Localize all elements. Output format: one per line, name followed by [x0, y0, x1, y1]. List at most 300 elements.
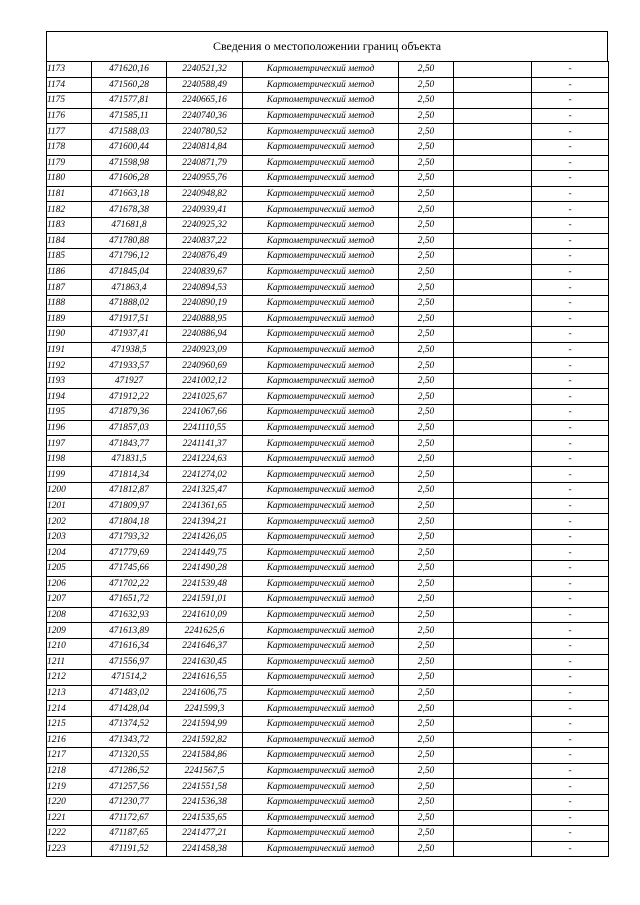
table-row [47, 592, 609, 608]
description-cell [454, 264, 532, 280]
point-number-cell: 1185 [47, 249, 92, 265]
accuracy-cell: 2,50 [399, 810, 454, 826]
dash-cell: - [532, 77, 609, 93]
y-coordinate-cell: 2241110,55 [167, 420, 243, 436]
y-coordinate-cell: 2241394,21 [167, 514, 243, 530]
x-coordinate-cell: 471620,16 [92, 62, 167, 78]
description-cell [454, 467, 532, 483]
accuracy-cell: 2,50 [399, 779, 454, 795]
description-cell [454, 670, 532, 686]
y-coordinate-cell: 2241591,01 [167, 592, 243, 608]
table-row [47, 810, 609, 826]
method-cell: Картометрический метод [243, 810, 399, 826]
description-cell [454, 607, 532, 623]
method-cell: Картометрический метод [243, 701, 399, 717]
table-row [47, 529, 609, 545]
method-cell: Картометрический метод [243, 654, 399, 670]
point-number-cell: 1202 [47, 514, 92, 530]
method-cell: Картометрический метод [243, 763, 399, 779]
x-coordinate-cell: 471585,11 [92, 108, 167, 124]
dash-cell: - [532, 186, 609, 202]
table-row [47, 701, 609, 717]
dash-cell: - [532, 342, 609, 358]
x-coordinate-cell: 471560,28 [92, 77, 167, 93]
accuracy-cell: 2,50 [399, 545, 454, 561]
y-coordinate-cell: 2240588,49 [167, 77, 243, 93]
y-coordinate-cell: 2240888,95 [167, 311, 243, 327]
description-cell [454, 451, 532, 467]
dash-cell: - [532, 685, 609, 701]
y-coordinate-cell: 2241224,63 [167, 451, 243, 467]
point-number-cell: 1210 [47, 638, 92, 654]
y-coordinate-cell: 2241606,75 [167, 685, 243, 701]
description-cell [454, 233, 532, 249]
x-coordinate-cell: 471483,02 [92, 685, 167, 701]
point-number-cell: 1181 [47, 186, 92, 202]
description-cell [454, 779, 532, 795]
y-coordinate-cell: 2240839,67 [167, 264, 243, 280]
accuracy-cell: 2,50 [399, 436, 454, 452]
x-coordinate-cell: 471917,51 [92, 311, 167, 327]
accuracy-cell: 2,50 [399, 623, 454, 639]
x-coordinate-cell: 471613,89 [92, 623, 167, 639]
description-cell [454, 93, 532, 109]
description-cell [454, 498, 532, 514]
table-row [47, 139, 609, 155]
dash-cell: - [532, 93, 609, 109]
method-cell: Картометрический метод [243, 685, 399, 701]
y-coordinate-cell: 2241567,5 [167, 763, 243, 779]
accuracy-cell: 2,50 [399, 716, 454, 732]
point-number-cell: 1204 [47, 545, 92, 561]
y-coordinate-cell: 2241361,65 [167, 498, 243, 514]
x-coordinate-cell: 471812,87 [92, 483, 167, 499]
method-cell: Картометрический метод [243, 186, 399, 202]
dash-cell: - [532, 124, 609, 140]
method-cell: Картометрический метод [243, 62, 399, 78]
description-cell [454, 654, 532, 670]
y-coordinate-cell: 2240740,36 [167, 108, 243, 124]
accuracy-cell: 2,50 [399, 295, 454, 311]
x-coordinate-cell: 471286,52 [92, 763, 167, 779]
description-cell [454, 358, 532, 374]
description-cell [454, 685, 532, 701]
description-cell [454, 420, 532, 436]
table-row [47, 467, 609, 483]
table-row [47, 186, 609, 202]
method-cell: Картометрический метод [243, 561, 399, 577]
y-coordinate-cell: 2240780,52 [167, 124, 243, 140]
description-cell [454, 561, 532, 577]
y-coordinate-cell: 2241616,55 [167, 670, 243, 686]
table-row [47, 108, 609, 124]
y-coordinate-cell: 2241477,21 [167, 826, 243, 842]
x-coordinate-cell: 471845,04 [92, 264, 167, 280]
accuracy-cell: 2,50 [399, 249, 454, 265]
method-cell: Картометрический метод [243, 77, 399, 93]
accuracy-cell: 2,50 [399, 77, 454, 93]
point-number-cell: 1200 [47, 483, 92, 499]
dash-cell: - [532, 701, 609, 717]
accuracy-cell: 2,50 [399, 763, 454, 779]
y-coordinate-cell: 2240871,79 [167, 155, 243, 171]
method-cell: Картометрический метод [243, 280, 399, 296]
point-number-cell: 1188 [47, 295, 92, 311]
point-number-cell: 1215 [47, 716, 92, 732]
x-coordinate-cell: 471606,28 [92, 171, 167, 187]
table-row [47, 638, 609, 654]
method-cell: Картометрический метод [243, 841, 399, 857]
description-cell [454, 592, 532, 608]
method-cell: Картометрический метод [243, 607, 399, 623]
accuracy-cell: 2,50 [399, 389, 454, 405]
method-cell: Картометрический метод [243, 249, 399, 265]
method-cell: Картометрический метод [243, 311, 399, 327]
y-coordinate-cell: 2240837,22 [167, 233, 243, 249]
description-cell [454, 794, 532, 810]
table-row [47, 358, 609, 374]
dash-cell: - [532, 436, 609, 452]
dash-cell: - [532, 295, 609, 311]
description-cell [454, 701, 532, 717]
dash-cell: - [532, 62, 609, 78]
table-row [47, 280, 609, 296]
table-row [47, 436, 609, 452]
x-coordinate-cell: 471632,93 [92, 607, 167, 623]
y-coordinate-cell: 2241067,66 [167, 405, 243, 421]
method-cell: Картометрический метод [243, 794, 399, 810]
table-row [47, 124, 609, 140]
dash-cell: - [532, 592, 609, 608]
point-number-cell: 1190 [47, 327, 92, 343]
dash-cell: - [532, 233, 609, 249]
method-cell: Картометрический метод [243, 451, 399, 467]
y-coordinate-cell: 2241594,99 [167, 716, 243, 732]
point-number-cell: 1179 [47, 155, 92, 171]
method-cell: Картометрический метод [243, 155, 399, 171]
description-cell [454, 389, 532, 405]
y-coordinate-cell: 2241599,3 [167, 701, 243, 717]
method-cell: Картометрический метод [243, 529, 399, 545]
point-number-cell: 1186 [47, 264, 92, 280]
method-cell: Картометрический метод [243, 358, 399, 374]
description-cell [454, 311, 532, 327]
section-title: Сведения о местоположении границ объекта [46, 31, 608, 61]
table-row [47, 373, 609, 389]
point-number-cell: 1211 [47, 654, 92, 670]
accuracy-cell: 2,50 [399, 483, 454, 499]
accuracy-cell: 2,50 [399, 451, 454, 467]
dash-cell: - [532, 358, 609, 374]
table-row [47, 342, 609, 358]
x-coordinate-cell: 471933,57 [92, 358, 167, 374]
description-cell [454, 202, 532, 218]
y-coordinate-cell: 2241449,75 [167, 545, 243, 561]
x-coordinate-cell: 471927 [92, 373, 167, 389]
table-row [47, 779, 609, 795]
accuracy-cell: 2,50 [399, 311, 454, 327]
accuracy-cell: 2,50 [399, 732, 454, 748]
table-row [47, 716, 609, 732]
y-coordinate-cell: 2241274,02 [167, 467, 243, 483]
method-cell: Картометрический метод [243, 327, 399, 343]
x-coordinate-cell: 471651,72 [92, 592, 167, 608]
accuracy-cell: 2,50 [399, 826, 454, 842]
accuracy-cell: 2,50 [399, 108, 454, 124]
accuracy-cell: 2,50 [399, 280, 454, 296]
dash-cell: - [532, 545, 609, 561]
dash-cell: - [532, 498, 609, 514]
point-number-cell: 1193 [47, 373, 92, 389]
description-cell [454, 327, 532, 343]
table-row [47, 93, 609, 109]
table-row [47, 763, 609, 779]
point-number-cell: 1221 [47, 810, 92, 826]
accuracy-cell: 2,50 [399, 186, 454, 202]
description-cell [454, 186, 532, 202]
x-coordinate-cell: 471814,34 [92, 467, 167, 483]
accuracy-cell: 2,50 [399, 638, 454, 654]
description-cell [454, 748, 532, 764]
accuracy-cell: 2,50 [399, 841, 454, 857]
y-coordinate-cell: 2240665,16 [167, 93, 243, 109]
dash-cell: - [532, 514, 609, 530]
accuracy-cell: 2,50 [399, 171, 454, 187]
dash-cell: - [532, 155, 609, 171]
x-coordinate-cell: 471600,44 [92, 139, 167, 155]
point-number-cell: 1178 [47, 139, 92, 155]
method-cell: Картометрический метод [243, 389, 399, 405]
point-number-cell: 1220 [47, 794, 92, 810]
table-row [47, 264, 609, 280]
description-cell [454, 545, 532, 561]
table-row [47, 670, 609, 686]
dash-cell: - [532, 280, 609, 296]
method-cell: Картометрический метод [243, 93, 399, 109]
method-cell: Картометрический метод [243, 716, 399, 732]
dash-cell: - [532, 561, 609, 577]
table-row [47, 498, 609, 514]
dash-cell: - [532, 389, 609, 405]
table-body [47, 62, 609, 857]
x-coordinate-cell: 471577,81 [92, 93, 167, 109]
x-coordinate-cell: 471588,03 [92, 124, 167, 140]
y-coordinate-cell: 2240876,49 [167, 249, 243, 265]
point-number-cell: 1219 [47, 779, 92, 795]
description-cell [454, 436, 532, 452]
x-coordinate-cell: 471745,66 [92, 561, 167, 577]
accuracy-cell: 2,50 [399, 62, 454, 78]
description-cell [454, 576, 532, 592]
x-coordinate-cell: 471678,38 [92, 202, 167, 218]
x-coordinate-cell: 471556,97 [92, 654, 167, 670]
x-coordinate-cell: 471780,88 [92, 233, 167, 249]
dash-cell: - [532, 607, 609, 623]
point-number-cell: 1173 [47, 62, 92, 78]
table-row [47, 249, 609, 265]
accuracy-cell: 2,50 [399, 467, 454, 483]
table-row [47, 514, 609, 530]
method-cell: Картометрический метод [243, 623, 399, 639]
accuracy-cell: 2,50 [399, 93, 454, 109]
y-coordinate-cell: 2241141,37 [167, 436, 243, 452]
method-cell: Картометрический метод [243, 576, 399, 592]
document-sheet [46, 31, 608, 857]
method-cell: Картометрический метод [243, 436, 399, 452]
y-coordinate-cell: 2241646,37 [167, 638, 243, 654]
x-coordinate-cell: 471937,41 [92, 327, 167, 343]
point-number-cell: 1180 [47, 171, 92, 187]
description-cell [454, 405, 532, 421]
table-row [47, 451, 609, 467]
accuracy-cell: 2,50 [399, 327, 454, 343]
coordinates-table [46, 61, 609, 857]
x-coordinate-cell: 471172,67 [92, 810, 167, 826]
accuracy-cell: 2,50 [399, 701, 454, 717]
dash-cell: - [532, 108, 609, 124]
accuracy-cell: 2,50 [399, 576, 454, 592]
accuracy-cell: 2,50 [399, 654, 454, 670]
accuracy-cell: 2,50 [399, 561, 454, 577]
y-coordinate-cell: 2240925,32 [167, 217, 243, 233]
point-number-cell: 1177 [47, 124, 92, 140]
accuracy-cell: 2,50 [399, 670, 454, 686]
table-row [47, 217, 609, 233]
method-cell: Картометрический метод [243, 373, 399, 389]
method-cell: Картометрический метод [243, 202, 399, 218]
table-row [47, 685, 609, 701]
accuracy-cell: 2,50 [399, 358, 454, 374]
dash-cell: - [532, 763, 609, 779]
dash-cell: - [532, 171, 609, 187]
accuracy-cell: 2,50 [399, 342, 454, 358]
point-number-cell: 1183 [47, 217, 92, 233]
description-cell [454, 217, 532, 233]
y-coordinate-cell: 2240960,69 [167, 358, 243, 374]
table-row [47, 233, 609, 249]
point-number-cell: 1175 [47, 93, 92, 109]
table-row [47, 62, 609, 78]
y-coordinate-cell: 2241630,45 [167, 654, 243, 670]
point-number-cell: 1207 [47, 592, 92, 608]
y-coordinate-cell: 2241325,47 [167, 483, 243, 499]
method-cell: Картометрический метод [243, 826, 399, 842]
method-cell: Картометрический метод [243, 670, 399, 686]
method-cell: Картометрический метод [243, 342, 399, 358]
x-coordinate-cell: 471191,52 [92, 841, 167, 857]
y-coordinate-cell: 2240814,84 [167, 139, 243, 155]
dash-cell: - [532, 467, 609, 483]
point-number-cell: 1209 [47, 623, 92, 639]
description-cell [454, 732, 532, 748]
y-coordinate-cell: 2240923,09 [167, 342, 243, 358]
table-row [47, 327, 609, 343]
table-row [47, 545, 609, 561]
y-coordinate-cell: 2241592,82 [167, 732, 243, 748]
accuracy-cell: 2,50 [399, 529, 454, 545]
x-coordinate-cell: 471616,34 [92, 638, 167, 654]
description-cell [454, 623, 532, 639]
point-number-cell: 1194 [47, 389, 92, 405]
point-number-cell: 1176 [47, 108, 92, 124]
point-number-cell: 1195 [47, 405, 92, 421]
dash-cell: - [532, 139, 609, 155]
accuracy-cell: 2,50 [399, 373, 454, 389]
method-cell: Картометрический метод [243, 483, 399, 499]
dash-cell: - [532, 420, 609, 436]
dash-cell: - [532, 217, 609, 233]
x-coordinate-cell: 471831,5 [92, 451, 167, 467]
y-coordinate-cell: 2241025,67 [167, 389, 243, 405]
description-cell [454, 171, 532, 187]
accuracy-cell: 2,50 [399, 498, 454, 514]
description-cell [454, 483, 532, 499]
point-number-cell: 1182 [47, 202, 92, 218]
dash-cell: - [532, 264, 609, 280]
table-row [47, 748, 609, 764]
method-cell: Картометрический метод [243, 124, 399, 140]
x-coordinate-cell: 471793,32 [92, 529, 167, 545]
table-row [47, 576, 609, 592]
dash-cell: - [532, 810, 609, 826]
accuracy-cell: 2,50 [399, 202, 454, 218]
x-coordinate-cell: 471320,55 [92, 748, 167, 764]
table-row [47, 311, 609, 327]
method-cell: Картометрический метод [243, 217, 399, 233]
table-row [47, 826, 609, 842]
y-coordinate-cell: 2240890,19 [167, 295, 243, 311]
dash-cell: - [532, 841, 609, 857]
table-row [47, 561, 609, 577]
dash-cell: - [532, 670, 609, 686]
accuracy-cell: 2,50 [399, 405, 454, 421]
y-coordinate-cell: 2241458,38 [167, 841, 243, 857]
x-coordinate-cell: 471857,03 [92, 420, 167, 436]
y-coordinate-cell: 2241539,48 [167, 576, 243, 592]
method-cell: Картометрический метод [243, 405, 399, 421]
point-number-cell: 1208 [47, 607, 92, 623]
x-coordinate-cell: 471428,04 [92, 701, 167, 717]
table-row [47, 483, 609, 499]
method-cell: Картометрический метод [243, 171, 399, 187]
y-coordinate-cell: 2241536,38 [167, 794, 243, 810]
description-cell [454, 529, 532, 545]
accuracy-cell: 2,50 [399, 264, 454, 280]
y-coordinate-cell: 2241625,6 [167, 623, 243, 639]
dash-cell: - [532, 654, 609, 670]
y-coordinate-cell: 2240939,41 [167, 202, 243, 218]
point-number-cell: 1222 [47, 826, 92, 842]
accuracy-cell: 2,50 [399, 217, 454, 233]
method-cell: Картометрический метод [243, 638, 399, 654]
y-coordinate-cell: 2240948,82 [167, 186, 243, 202]
description-cell [454, 342, 532, 358]
y-coordinate-cell: 2241610,09 [167, 607, 243, 623]
method-cell: Картометрический метод [243, 108, 399, 124]
table-row [47, 623, 609, 639]
dash-cell: - [532, 732, 609, 748]
method-cell: Картометрический метод [243, 545, 399, 561]
table-row [47, 654, 609, 670]
x-coordinate-cell: 471879,36 [92, 405, 167, 421]
point-number-cell: 1201 [47, 498, 92, 514]
description-cell [454, 810, 532, 826]
method-cell: Картометрический метод [243, 498, 399, 514]
x-coordinate-cell: 471663,18 [92, 186, 167, 202]
x-coordinate-cell: 471888,02 [92, 295, 167, 311]
point-number-cell: 1189 [47, 311, 92, 327]
point-number-cell: 1198 [47, 451, 92, 467]
